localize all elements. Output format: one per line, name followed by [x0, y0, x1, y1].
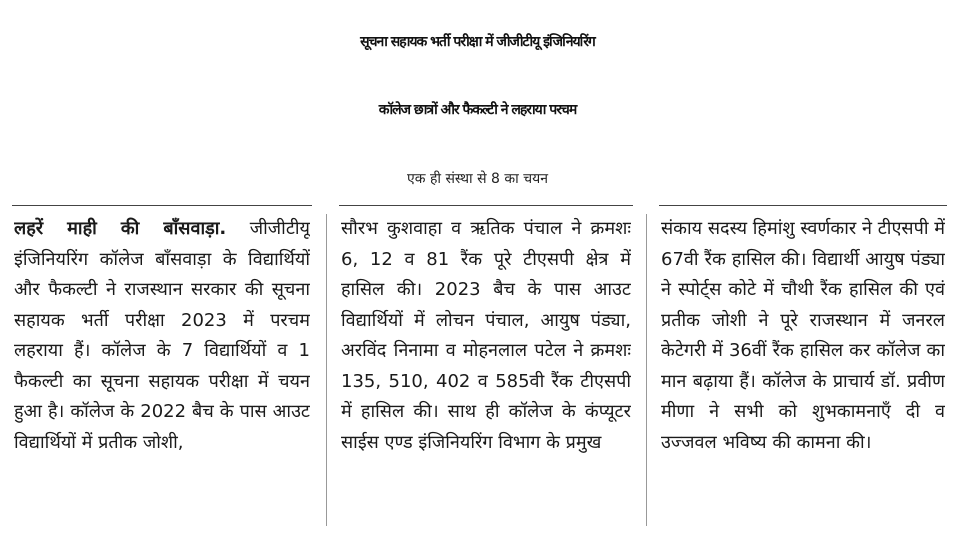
column-separator-1: [326, 214, 327, 526]
divider-left: [12, 205, 312, 206]
subheadline: एक ही संस्था से 8 का चयन: [407, 171, 548, 187]
column-1-body: जीजीटीयू इंजिनियरिंग कॉलेज बाँसवाड़ा के विद्यार्थियों और फैकल्टी ने राजस्थान सरकार की सूचना सहायक भर्ती परीक्षा 2023 में परचम लहराया हैं। कॉलेज के 7 विद्यार्थियों व 1 फैकल्टी का सूचना सहायक परीक्षा में चयन हुआ है। कॉलेज के 2022 बैच के पास आउट विद्यार्थियों में प्रतीक जोशी,: [14, 218, 310, 453]
dateline: लहरें माही की बाँसवाड़ा.: [14, 218, 227, 239]
column-2-body: सौरभ कुशवाहा व ऋतिक पंचाल ने क्रमशः 6, 12 व 81 रैंक पूरे टीएसपी क्षेत्र में हासिल की। 2023 बैच के पास आउट विद्यार्थियों में लोचन पंचाल, आयुष पंड्या, अरविंद निनामा व मोहनलाल पटेल ने क्रमशः 135, 510, 402 व 585वी रैंक टीएसपी में हासिल की। साथ ही कॉलेज के कंप्यूटर साईस एण्ड इंजिनियरिंग विभाग के प्रमुख: [341, 218, 631, 453]
article-column-2: [341, 214, 631, 530]
divider-mid: [339, 205, 633, 206]
column-separator-2: [646, 214, 647, 526]
column-3-body: संकाय सदस्य हिमांशु स्वर्णकार ने टीएसपी में 67वी रैंक हासिल की। विद्यार्थी आयुष पंड्या ने स्पोर्ट्स कोटे में चौथी रैंक हासिल की एवं प्रतीक जोशी ने पूरे राजस्थान में जनरल केटेगरी में 36वीं रैंक हासिल कर कॉलेज का मान बढ़ाया हैं। कॉलेज के प्राचार्य डॉ. प्रवीण मीणा ने सभी को शुभकामनाएँ दी व उज्जवल भविष्य की कामना की।: [661, 218, 945, 453]
headline-line-1: सूचना सहायक भर्ती परीक्षा में जीजीटीयू इंजिनियरिंग: [360, 34, 595, 50]
headline-line-2: कॉलेज छात्रों और फैकल्टी ने लहराया परचम: [378, 102, 577, 118]
article-column-1: [14, 214, 310, 530]
article-column-3: [661, 214, 945, 530]
divider-right: [659, 205, 947, 206]
